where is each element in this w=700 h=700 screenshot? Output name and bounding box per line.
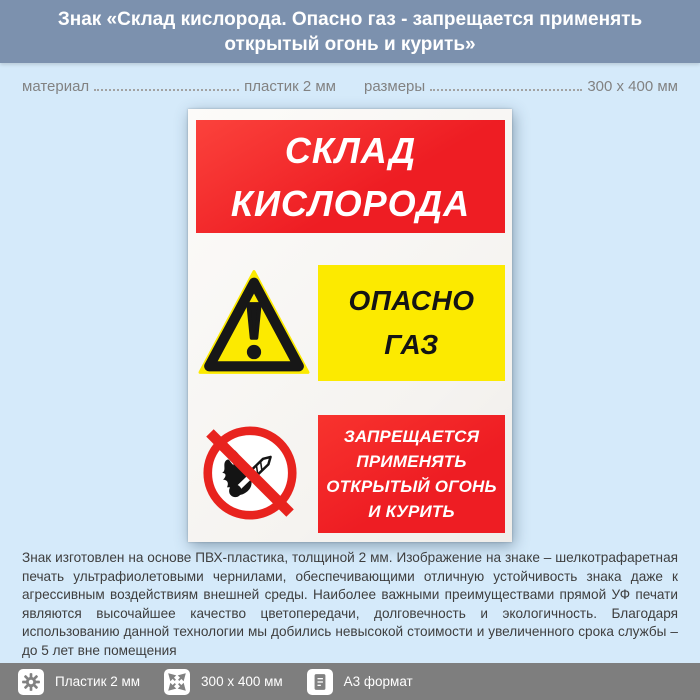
gear-icon (18, 669, 44, 695)
specs-row (0, 63, 700, 109)
sign-title-box (196, 120, 505, 233)
sign-image (188, 109, 512, 542)
dotted-leader (430, 88, 582, 91)
danger-gas-box (318, 265, 505, 381)
description-paragraph: Знак изготовлен на основе ПВХ-пластика, толщиной 2 мм. Изображение на знаке – шелкотрафаретная печать ультрафиолетовыми чернилами, обеспечивающими отличную устойчивость знака даже к агрессивным воздействиям внешней среды. Наиболее важными преимуществами прямой УФ печати являются высочайшее качество цветопередачи, долговечность и экологичность. Благодаря использованию данной технологии мы добились невысокой стоимости и увеличенного срока службы – до 5 лет вне помещения (22, 550, 678, 658)
prohibition-line: ОТКРЫТЫЙ ОГОНЬ (326, 477, 497, 496)
prohibition-line: И КУРИТЬ (368, 502, 455, 521)
footer-bar (0, 663, 700, 700)
footer-item-format (307, 669, 413, 695)
danger-gas-line: ГАЗ (384, 329, 439, 360)
footer-material-label: Пластик 2 мм (55, 674, 141, 689)
material-value: пластик 2 мм (244, 77, 336, 95)
page-title: Знак «Склад кислорода. Опасно газ - запрещается применять открытый огонь и курить» (0, 0, 700, 63)
dimensions-value: 300 x 400 мм (587, 77, 678, 95)
sign-title-line: СКЛАД (284, 129, 417, 171)
spec-material (22, 78, 336, 95)
danger-gas-line: ОПАСНО (348, 285, 475, 316)
dimensions-label: размеры (364, 77, 426, 95)
prohibition-line: ПРИМЕНЯТЬ (356, 452, 467, 471)
footer-size-label: 300 x 400 мм (201, 674, 283, 689)
no-open-flame-icon (202, 425, 298, 521)
prohibition-line: ЗАПРЕЩАЕТСЯ (343, 427, 480, 446)
document-icon (307, 669, 333, 695)
dotted-leader (94, 88, 239, 91)
sign-title-line: КИСЛОРОДА (230, 182, 471, 224)
spec-dimensions (364, 78, 678, 95)
resize-arrows-icon (164, 669, 190, 695)
warning-triangle-icon (198, 269, 310, 376)
footer-item-size (164, 669, 283, 695)
footer-item-material (18, 669, 140, 695)
prohibition-text-box (318, 415, 505, 533)
material-label: материал (22, 77, 90, 95)
footer-format-label: А3 формат (343, 674, 413, 689)
